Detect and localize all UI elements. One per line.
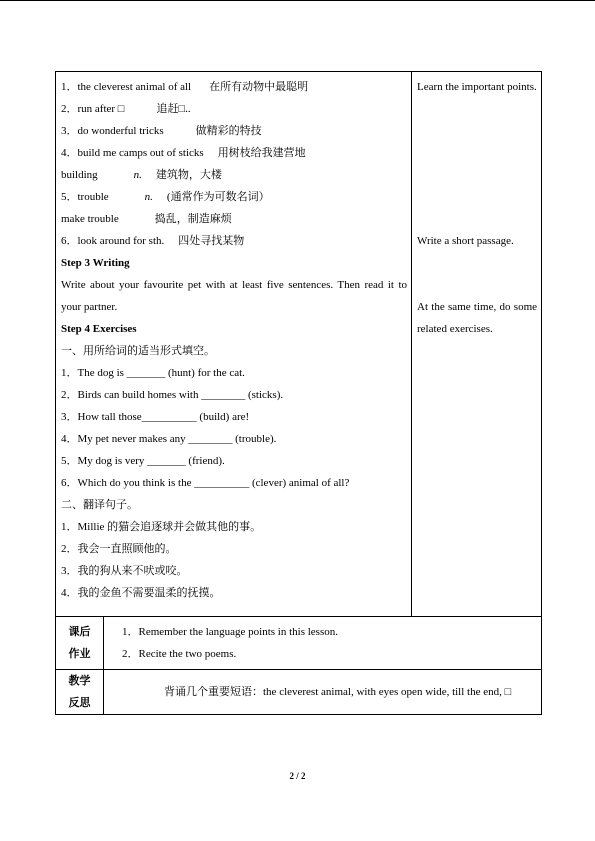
translate-item-3: 3．我的狗从来不吠或咬。 (61, 565, 188, 577)
step3-instructions: Write about your favourite pet with at least five sentences. Then read it to your partner. (61, 279, 408, 313)
homework-label-line1: 课后 (68, 625, 91, 638)
vocab-item-1: 1．the cleverest animal of all 在所有动物中最聪明 (61, 81, 309, 93)
homework-label-cell (56, 617, 104, 670)
fill-item-3: 3．How tall those__________ (build) are! (61, 411, 250, 423)
vocab-item-5b: make trouble 捣乱，制造麻烦 (61, 213, 232, 225)
lesson-plan-table (55, 71, 542, 715)
vocab-item-5: 5．trouble n. (通常作为可数名词） (61, 191, 270, 203)
homework-item-1: 1．Remember the language points in this lesson. (122, 626, 338, 638)
reflection-row (56, 670, 542, 715)
side-note-write-passage: Write a short passage. (417, 235, 514, 247)
side-note-learn-points: Learn the important points. (417, 81, 537, 93)
part2-heading: 二、翻译句子。 (61, 499, 138, 511)
page-number: 2 / 2 (289, 771, 306, 781)
side-note-exercises: At the same time, do some related exercises. (417, 301, 538, 335)
main-content-cell (56, 72, 412, 617)
homework-item-2: 2．Recite the two poems. (122, 648, 237, 660)
fill-item-6: 6．Which do you think is the __________ (clever) animal of all? (61, 477, 350, 489)
homework-content-cell (104, 617, 542, 670)
part1-heading: 一、用所给词的适当形式填空。 (61, 345, 215, 357)
translate-item-2: 2．我会一直照顾他的。 (61, 543, 177, 555)
content-row (56, 72, 542, 617)
side-notes-cell (412, 72, 542, 617)
fill-item-4: 4．My pet never makes any ________ (trouble). (61, 433, 277, 445)
vocab-item-4b: building n. 建筑物，大楼 (61, 169, 222, 181)
vocab-item-3: 3．do wonderful tricks 做精彩的特技 (61, 125, 262, 137)
step3-heading: Step 3 Writing (61, 257, 130, 269)
translate-item-1: 1．Millie 的猫会追逐球并会做其他的事。 (61, 521, 262, 533)
vocab-item-2: 2．run after □ 追赶□.. (61, 103, 191, 115)
homework-label-line2: 作业 (68, 647, 91, 660)
reflection-label-cell (56, 670, 104, 715)
vocab-item-6: 6．look around for sth. 四处寻找某物 (61, 235, 245, 247)
top-border-line (0, 0, 595, 1)
reflection-text: 背诵几个重要短语：the cleverest animal, with eyes open wide, till the end, □ (164, 686, 512, 698)
fill-item-5: 5．My dog is very _______ (friend). (61, 455, 225, 467)
reflection-label-line2: 反思 (68, 696, 91, 709)
translate-item-4: 4．我的金鱼不需要温柔的抚摸。 (61, 587, 221, 599)
fill-item-2: 2．Birds can build homes with ________ (sticks). (61, 389, 284, 401)
homework-row (56, 617, 542, 670)
vocab-item-4: 4．build me camps out of sticks 用树枝给我建营地 (61, 147, 306, 159)
fill-item-1: 1．The dog is _______ (hunt) for the cat. (61, 367, 245, 379)
reflection-content-cell (104, 670, 542, 715)
reflection-label-line1: 教学 (68, 674, 91, 687)
step4-heading: Step 4 Exercises (61, 323, 137, 335)
